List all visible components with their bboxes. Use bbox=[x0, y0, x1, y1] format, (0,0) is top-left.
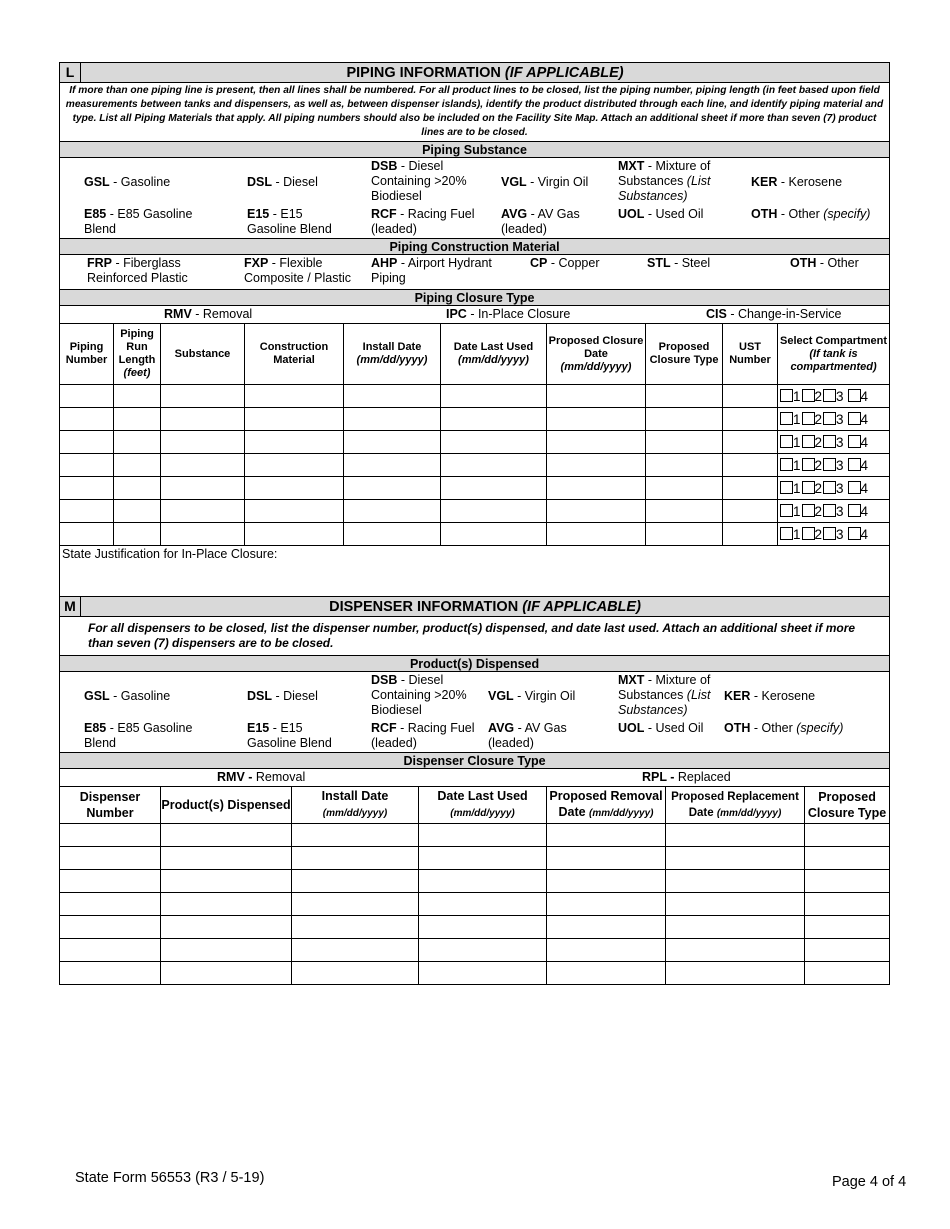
code-dsl: DSL - Diesel bbox=[247, 174, 318, 189]
piping-cell[interactable] bbox=[646, 500, 723, 523]
compartment-label: 3 bbox=[836, 434, 844, 450]
compartment-checkbox[interactable] bbox=[780, 412, 793, 425]
dispenser-info-table bbox=[59, 596, 890, 985]
compartment-label: 1 bbox=[793, 411, 801, 427]
dispenser-cell[interactable] bbox=[666, 962, 805, 985]
table-row bbox=[60, 870, 890, 893]
dispenser-cell[interactable] bbox=[666, 824, 805, 847]
piping-cell[interactable] bbox=[161, 477, 245, 500]
compartment-checkbox[interactable] bbox=[823, 481, 836, 494]
compartment-checkbox[interactable] bbox=[823, 389, 836, 402]
compartment-label: 4 bbox=[860, 457, 869, 473]
compartment-checkbox[interactable] bbox=[848, 435, 861, 448]
piping-cell[interactable] bbox=[60, 477, 114, 500]
dispenser-cell[interactable] bbox=[60, 847, 161, 870]
dispenser-cell[interactable] bbox=[547, 870, 666, 893]
dispenser-cell[interactable] bbox=[292, 824, 419, 847]
dispenser-cell[interactable] bbox=[805, 824, 890, 847]
col-proposed-closure-type: Proposed Closure Type bbox=[646, 324, 723, 385]
code-rcf: RCF - Racing Fuel (leaded) bbox=[371, 721, 475, 750]
piping-cell[interactable] bbox=[344, 385, 441, 408]
code-dsb: DSB - Diesel Containing >20% Biodiesel bbox=[371, 159, 467, 203]
piping-cell[interactable] bbox=[344, 431, 441, 454]
piping-cell[interactable] bbox=[344, 408, 441, 431]
code-gsl: GSL - Gasoline bbox=[84, 174, 171, 189]
dispenser-cell[interactable] bbox=[60, 962, 161, 985]
col-proposed-removal-date: Proposed Removal Date (mm/dd/yyyy) bbox=[547, 787, 666, 824]
compartment-label: 1 bbox=[793, 434, 801, 450]
table-row bbox=[60, 477, 890, 500]
piping-cell[interactable] bbox=[723, 385, 778, 408]
dispenser-cell[interactable] bbox=[60, 824, 161, 847]
compartment-label: 2 bbox=[814, 457, 823, 473]
code-e15: E15 - E15 Gasoline Blend bbox=[247, 207, 332, 236]
compartment-label: 4 bbox=[860, 411, 869, 427]
piping-cell[interactable] bbox=[344, 523, 441, 546]
col-proposed-closure-date: Proposed Closure Date (mm/dd/yyyy) bbox=[547, 324, 646, 385]
col-substance: Substance bbox=[161, 324, 245, 385]
compartment-checkbox[interactable] bbox=[848, 389, 861, 402]
table-row bbox=[60, 824, 890, 847]
code-rcf: RCF - Racing Fuel (leaded) bbox=[371, 207, 475, 236]
col-date-last-used: Date Last Used (mm/dd/yyyy) bbox=[419, 787, 547, 824]
compartment-checkbox[interactable] bbox=[802, 504, 815, 517]
section-letter: M bbox=[60, 597, 81, 616]
piping-cell[interactable] bbox=[60, 408, 114, 431]
compartment-label: 1 bbox=[793, 457, 801, 473]
piping-cell[interactable] bbox=[114, 431, 161, 454]
piping-cell[interactable] bbox=[245, 454, 344, 477]
piping-cell[interactable] bbox=[646, 477, 723, 500]
code-uol: UOL - Used Oil bbox=[618, 207, 704, 221]
piping-cell[interactable] bbox=[723, 454, 778, 477]
dispenser-cell[interactable] bbox=[805, 870, 890, 893]
dispenser-cell[interactable] bbox=[666, 916, 805, 939]
col-piping-number: Piping Number bbox=[60, 324, 114, 385]
compartment-checkbox[interactable] bbox=[780, 527, 793, 540]
compartment-checkbox[interactable] bbox=[848, 458, 861, 471]
dispenser-cell[interactable] bbox=[292, 870, 419, 893]
code-avg: AVG - AV Gas (leaded) bbox=[488, 721, 567, 750]
piping-cell[interactable] bbox=[441, 523, 547, 546]
compartment-cell bbox=[778, 523, 890, 546]
piping-cell[interactable] bbox=[723, 523, 778, 546]
piping-cell[interactable] bbox=[245, 408, 344, 431]
dispenser-cell[interactable] bbox=[60, 939, 161, 962]
dispenser-closure-header: Dispenser Closure Type bbox=[60, 753, 890, 769]
code-rpl: RPL - Replaced bbox=[642, 770, 731, 784]
code-ahp: AHP - Airport Hydrant Piping bbox=[371, 256, 492, 285]
compartment-checkbox[interactable] bbox=[780, 389, 793, 402]
compartment-checkbox[interactable] bbox=[802, 458, 815, 471]
code-oth: OTH - Other (specify) bbox=[724, 721, 844, 735]
piping-cell[interactable] bbox=[441, 477, 547, 500]
code-ker: KER - Kerosene bbox=[751, 174, 843, 189]
piping-cell[interactable] bbox=[161, 431, 245, 454]
compartment-cell bbox=[778, 454, 890, 477]
piping-cell[interactable] bbox=[646, 408, 723, 431]
dispenser-instructions: For all dispensers to be closed, list the dispenser number, product(s) dispensed, and date last used. Attach an additional sheet if more than seven (7) dispensers are to be closed. bbox=[60, 617, 890, 656]
dispenser-product-codes bbox=[60, 672, 888, 752]
piping-cell[interactable] bbox=[547, 477, 646, 500]
col-install-date: Install Date (mm/dd/yyyy) bbox=[292, 787, 419, 824]
piping-cell[interactable] bbox=[114, 454, 161, 477]
col-run-length: Piping Run Length (feet) bbox=[114, 324, 161, 385]
form-id: State Form 56553 (R3 / 5-19) bbox=[75, 1170, 265, 1186]
compartment-checkbox[interactable] bbox=[848, 527, 861, 540]
dispenser-cell[interactable] bbox=[419, 824, 547, 847]
compartment-checkbox[interactable] bbox=[802, 527, 815, 540]
compartment-label: 3 bbox=[836, 526, 844, 542]
compartment-label: 4 bbox=[860, 503, 869, 519]
piping-cell[interactable] bbox=[723, 477, 778, 500]
piping-cell[interactable] bbox=[245, 477, 344, 500]
piping-cell[interactable] bbox=[441, 431, 547, 454]
piping-cell[interactable] bbox=[547, 408, 646, 431]
dispenser-cell[interactable] bbox=[547, 939, 666, 962]
code-fxp: FXP - Flexible Composite / Plastic bbox=[244, 256, 351, 285]
dispenser-cell[interactable] bbox=[805, 847, 890, 870]
compartment-cell bbox=[778, 431, 890, 454]
dispenser-cell[interactable] bbox=[547, 916, 666, 939]
piping-cell[interactable] bbox=[441, 454, 547, 477]
compartment-checkbox[interactable] bbox=[780, 435, 793, 448]
col-construction-material: Construction Material bbox=[245, 324, 344, 385]
compartment-checkbox[interactable] bbox=[848, 481, 861, 494]
code-avg: AVG - AV Gas (leaded) bbox=[501, 207, 580, 236]
piping-cell[interactable] bbox=[723, 431, 778, 454]
piping-cell[interactable] bbox=[60, 500, 114, 523]
piping-cell[interactable] bbox=[245, 523, 344, 546]
piping-material-codes bbox=[60, 255, 888, 289]
compartment-label: 1 bbox=[793, 526, 801, 542]
col-products-dispensed: Product(s) Dispensed bbox=[161, 787, 292, 824]
compartment-cell bbox=[778, 477, 890, 500]
table-row bbox=[60, 408, 890, 431]
compartment-cell bbox=[778, 500, 890, 523]
piping-cell[interactable] bbox=[646, 523, 723, 546]
table-row bbox=[60, 916, 890, 939]
compartment-label: 1 bbox=[793, 388, 801, 404]
form-page bbox=[59, 62, 889, 985]
piping-cell[interactable] bbox=[723, 408, 778, 431]
dispenser-cell[interactable] bbox=[161, 893, 292, 916]
dispenser-cell[interactable] bbox=[547, 847, 666, 870]
compartment-checkbox[interactable] bbox=[802, 481, 815, 494]
dispenser-cell[interactable] bbox=[161, 916, 292, 939]
piping-cell[interactable] bbox=[441, 408, 547, 431]
piping-cell[interactable] bbox=[646, 385, 723, 408]
piping-cell[interactable] bbox=[441, 500, 547, 523]
table-row bbox=[60, 847, 890, 870]
compartment-label: 4 bbox=[860, 388, 869, 404]
dispenser-cell[interactable] bbox=[547, 962, 666, 985]
compartment-cell bbox=[778, 408, 890, 431]
table-row bbox=[60, 385, 890, 408]
dispenser-cell[interactable] bbox=[161, 962, 292, 985]
piping-closure-header: Piping Closure Type bbox=[60, 290, 890, 306]
code-stl: STL - Steel bbox=[647, 256, 711, 270]
code-gsl: GSL - Gasoline bbox=[84, 688, 171, 703]
piping-info-table bbox=[59, 62, 890, 596]
dispenser-cell[interactable] bbox=[666, 870, 805, 893]
dispenser-cell[interactable] bbox=[292, 847, 419, 870]
piping-cell[interactable] bbox=[60, 431, 114, 454]
code-rmv: RMV - Removal bbox=[164, 307, 253, 321]
piping-material-header: Piping Construction Material bbox=[60, 239, 890, 255]
piping-substance-codes bbox=[60, 158, 888, 238]
col-ust-number: UST Number bbox=[723, 324, 778, 385]
compartment-checkbox[interactable] bbox=[823, 504, 836, 517]
piping-cell[interactable] bbox=[547, 454, 646, 477]
dispenser-cell[interactable] bbox=[419, 847, 547, 870]
code-dsl: DSL - Diesel bbox=[247, 688, 318, 703]
table-row bbox=[60, 500, 890, 523]
compartment-label: 3 bbox=[836, 480, 844, 496]
code-vgl: VGL - Virgin Oil bbox=[488, 688, 576, 703]
col-proposed-replacement-date: Proposed Replacement Date (mm/dd/yyyy) bbox=[666, 787, 805, 824]
col-proposed-closure-type: Proposed Closure Type bbox=[805, 787, 890, 824]
compartment-label: 4 bbox=[860, 526, 869, 542]
compartment-label: 1 bbox=[793, 503, 801, 519]
piping-cell[interactable] bbox=[723, 500, 778, 523]
compartment-label: 2 bbox=[814, 434, 823, 450]
piping-cell[interactable] bbox=[245, 385, 344, 408]
piping-cell[interactable] bbox=[441, 385, 547, 408]
piping-cell[interactable] bbox=[245, 431, 344, 454]
code-mxt: MXT - Mixture of Substances (List Substances) bbox=[618, 159, 711, 203]
piping-cell[interactable] bbox=[547, 385, 646, 408]
dispenser-cell[interactable] bbox=[805, 916, 890, 939]
code-mxt: MXT - Mixture of Substances (List Substances) bbox=[618, 673, 711, 717]
page-number: Page 4 of 4 bbox=[832, 1174, 907, 1190]
compartment-cell bbox=[778, 385, 890, 408]
compartment-label: 2 bbox=[814, 388, 823, 404]
compartment-label: 3 bbox=[836, 457, 844, 473]
compartment-checkbox[interactable] bbox=[802, 389, 815, 402]
piping-cell[interactable] bbox=[114, 385, 161, 408]
piping-cell[interactable] bbox=[161, 523, 245, 546]
code-dsb: DSB - Diesel Containing >20% Biodiesel bbox=[371, 673, 467, 717]
table-row bbox=[60, 431, 890, 454]
piping-cell[interactable] bbox=[114, 477, 161, 500]
dispenser-cell[interactable] bbox=[161, 870, 292, 893]
table-row bbox=[60, 962, 890, 985]
piping-instructions: If more than one piping line is present, then all lines shall be numbered. For all product lines to be closed, list the piping number, piping length (in feet based upon field measurements between tanks and dispensers, as well as, between dispenser islands), identify the product distributed through each line, and identify piping material and type. List all Piping Materials that apply. All piping numbers should also be included on the Facility Site Map. Attach an additional sheet if more than seven (7) product lines are to be closed. bbox=[60, 83, 890, 142]
compartment-label: 3 bbox=[836, 388, 844, 404]
piping-cell[interactable] bbox=[646, 454, 723, 477]
code-ker: KER - Kerosene bbox=[724, 688, 816, 703]
dispenser-cell[interactable] bbox=[161, 824, 292, 847]
piping-cell[interactable] bbox=[245, 500, 344, 523]
piping-cell[interactable] bbox=[60, 454, 114, 477]
dispenser-cell[interactable] bbox=[419, 916, 547, 939]
code-cis: CIS - Change-in-Service bbox=[706, 307, 842, 321]
dispenser-cell[interactable] bbox=[292, 893, 419, 916]
dispenser-cell[interactable] bbox=[161, 847, 292, 870]
dispenser-cell[interactable] bbox=[547, 824, 666, 847]
piping-cell[interactable] bbox=[161, 408, 245, 431]
code-cp: CP - Copper bbox=[530, 256, 600, 270]
piping-cell[interactable] bbox=[547, 431, 646, 454]
code-vgl: VGL - Virgin Oil bbox=[501, 174, 589, 189]
code-oth-material: OTH - Other bbox=[790, 256, 859, 270]
col-install-date: Install Date (mm/dd/yyyy) bbox=[344, 324, 441, 385]
table-row bbox=[60, 454, 890, 477]
compartment-checkbox[interactable] bbox=[823, 527, 836, 540]
justification-label: State Justification for In-Place Closure: bbox=[60, 546, 890, 597]
compartment-checkbox[interactable] bbox=[780, 481, 793, 494]
table-row bbox=[60, 523, 890, 546]
piping-cell[interactable] bbox=[161, 385, 245, 408]
compartment-checkbox[interactable] bbox=[848, 412, 861, 425]
section-title: DISPENSER INFORMATION (IF APPLICABLE) bbox=[329, 598, 641, 615]
section-letter: L bbox=[60, 63, 81, 82]
code-e85: E85 - E85 Gasoline Blend bbox=[84, 721, 193, 750]
compartment-checkbox[interactable] bbox=[823, 435, 836, 448]
compartment-label: 2 bbox=[814, 480, 823, 496]
dispenser-cell[interactable] bbox=[419, 962, 547, 985]
code-oth: OTH - Other (specify) bbox=[751, 207, 871, 221]
code-rmv-dispenser: RMV - Removal bbox=[217, 770, 306, 784]
dispenser-cell[interactable] bbox=[60, 893, 161, 916]
compartment-label: 4 bbox=[860, 480, 869, 496]
dispenser-cell[interactable] bbox=[805, 962, 890, 985]
piping-cell[interactable] bbox=[547, 523, 646, 546]
dispenser-cell[interactable] bbox=[805, 893, 890, 916]
dispenser-cell[interactable] bbox=[666, 893, 805, 916]
compartment-checkbox[interactable] bbox=[823, 412, 836, 425]
dispenser-cell[interactable] bbox=[60, 916, 161, 939]
dispenser-cell[interactable] bbox=[161, 939, 292, 962]
table-row bbox=[60, 893, 890, 916]
section-title: PIPING INFORMATION (IF APPLICABLE) bbox=[346, 64, 624, 81]
dispenser-cell[interactable] bbox=[419, 939, 547, 962]
compartment-label: 1 bbox=[793, 480, 801, 496]
compartment-checkbox[interactable] bbox=[780, 458, 793, 471]
piping-cell[interactable] bbox=[344, 454, 441, 477]
col-date-last-used: Date Last Used (mm/dd/yyyy) bbox=[441, 324, 547, 385]
code-e15: E15 - E15 Gasoline Blend bbox=[247, 721, 332, 750]
dispenser-cell[interactable] bbox=[666, 939, 805, 962]
piping-cell[interactable] bbox=[344, 500, 441, 523]
compartment-checkbox[interactable] bbox=[802, 435, 815, 448]
compartment-checkbox[interactable] bbox=[780, 504, 793, 517]
code-e85: E85 - E85 Gasoline Blend bbox=[84, 207, 193, 236]
compartment-checkbox[interactable] bbox=[848, 504, 861, 517]
dispenser-cell[interactable] bbox=[547, 893, 666, 916]
piping-cell[interactable] bbox=[547, 500, 646, 523]
compartment-label: 2 bbox=[814, 526, 823, 542]
dispenser-cell[interactable] bbox=[292, 939, 419, 962]
compartment-checkbox[interactable] bbox=[802, 412, 815, 425]
piping-cell[interactable] bbox=[646, 431, 723, 454]
code-frp: FRP - Fiberglass Reinforced Plastic bbox=[87, 256, 188, 285]
compartment-label: 4 bbox=[860, 434, 869, 450]
piping-cell[interactable] bbox=[344, 477, 441, 500]
piping-cell[interactable] bbox=[114, 408, 161, 431]
piping-cell[interactable] bbox=[161, 454, 245, 477]
piping-cell[interactable] bbox=[60, 385, 114, 408]
piping-substance-header: Piping Substance bbox=[60, 142, 890, 158]
compartment-label: 3 bbox=[836, 503, 844, 519]
dispenser-cell[interactable] bbox=[60, 870, 161, 893]
col-select-compartment: Select Compartment (If tank is compartmented) bbox=[778, 324, 890, 385]
piping-cell[interactable] bbox=[114, 523, 161, 546]
compartment-label: 3 bbox=[836, 411, 844, 427]
dispenser-cell[interactable] bbox=[419, 870, 547, 893]
table-row bbox=[60, 939, 890, 962]
compartment-label: 2 bbox=[814, 503, 823, 519]
dispenser-cell[interactable] bbox=[292, 916, 419, 939]
piping-cell[interactable] bbox=[114, 500, 161, 523]
dispenser-cell[interactable] bbox=[805, 939, 890, 962]
code-ipc: IPC - In-Place Closure bbox=[446, 307, 571, 321]
code-uol: UOL - Used Oil bbox=[618, 721, 704, 735]
compartment-checkbox[interactable] bbox=[823, 458, 836, 471]
piping-cell[interactable] bbox=[161, 500, 245, 523]
dispenser-cell[interactable] bbox=[666, 847, 805, 870]
compartment-label: 2 bbox=[814, 411, 823, 427]
dispenser-cell[interactable] bbox=[292, 962, 419, 985]
dispenser-cell[interactable] bbox=[419, 893, 547, 916]
piping-cell[interactable] bbox=[60, 523, 114, 546]
products-dispensed-header: Product(s) Dispensed bbox=[60, 656, 890, 672]
col-dispenser-number: Dispenser Number bbox=[60, 787, 161, 824]
